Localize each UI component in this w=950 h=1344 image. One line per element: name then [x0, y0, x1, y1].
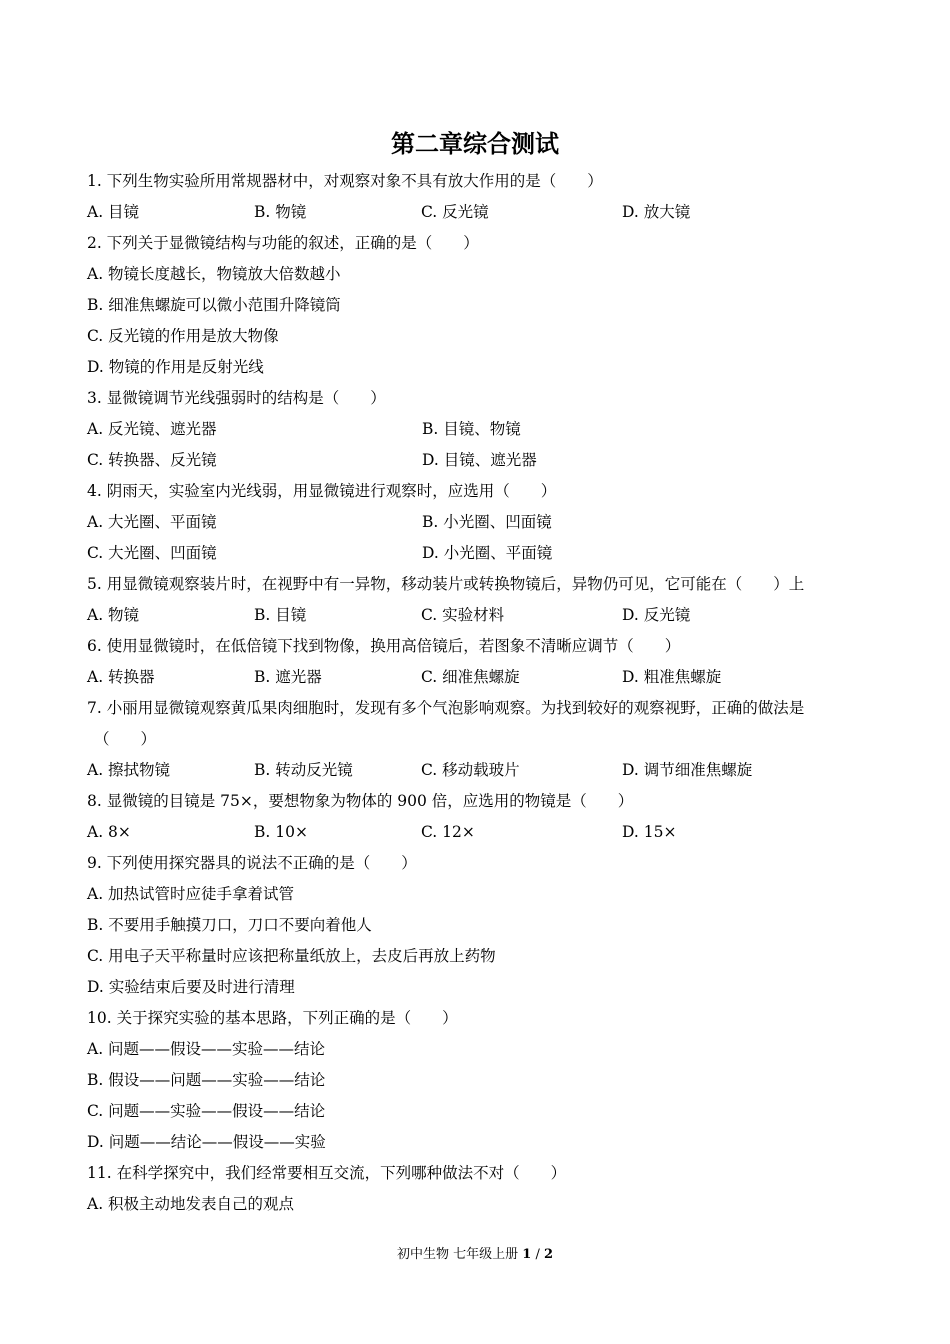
question-8 [87, 786, 877, 817]
question-stem: 1. 下列生物实验所用常规器材中，对观察对象不具有放大作用的是（ ） [87, 172, 603, 190]
question-7 [87, 693, 877, 724]
question-7-options [87, 755, 877, 786]
question-3 [87, 383, 877, 414]
question-stem: 2. 下列关于显微镜结构与功能的叙述，正确的是（ ） [87, 234, 479, 252]
question-3-options-row2 [87, 445, 877, 476]
option-b: B. 目镜、物镜 [422, 420, 521, 438]
option-b: B. 10× [254, 823, 308, 841]
footer-label: 初中生物 七年级上册 [396, 1247, 519, 1262]
option-b: B. 小光圈、凹面镜 [422, 513, 552, 531]
question-stem-continuation: （ ） [94, 730, 157, 748]
question-stem: 10. 关于探究实验的基本思路，下列正确的是（ ） [87, 1009, 458, 1027]
question-5-options [87, 600, 877, 631]
option-d: D. 15× [622, 823, 677, 841]
question-10 [87, 1003, 877, 1034]
option-d: D. 反光镜 [622, 606, 691, 624]
question-stem: 3. 显微镜调节光线强弱时的结构是（ ） [87, 389, 386, 407]
page-number: 1 [522, 1247, 532, 1262]
question-8-options [87, 817, 877, 848]
option-d: D. 物镜的作用是反射光线 [87, 358, 264, 376]
option-c: C. 反光镜 [421, 203, 489, 221]
option-a: A. 积极主动地发表自己的观点 [87, 1195, 295, 1213]
question-6 [87, 631, 877, 662]
option-a: A. 物镜长度越长，物镜放大倍数越小 [87, 265, 341, 283]
option-c: C. 转换器、反光镜 [87, 451, 217, 469]
question-stem: 11. 在科学探究中，我们经常要相互交流，下列哪种做法不对（ ） [87, 1164, 567, 1182]
option-c: C. 反光镜的作用是放大物像 [87, 327, 279, 345]
question-4-options-row2 [87, 538, 877, 569]
option-c: C. 移动载玻片 [421, 761, 520, 779]
question-4-options-row1 [87, 507, 877, 538]
option-b: B. 目镜 [254, 606, 307, 624]
option-b: B. 细准焦螺旋可以微小范围升降镜筒 [87, 296, 341, 314]
option-c: C. 细准焦螺旋 [421, 668, 520, 686]
question-1-options [87, 197, 877, 228]
option-b: B. 不要用手触摸刀口，刀口不要向着他人 [87, 916, 372, 934]
question-stem: 7. 小丽用显微镜观察黄瓜果肉细胞时，发现有多个气泡影响观察。为找到较好的观察视野，正确的做法是 [87, 699, 805, 717]
page-total: 2 [543, 1247, 554, 1262]
option-c: C. 问题——实验——假设——结论 [87, 1102, 326, 1120]
question-5 [87, 569, 877, 600]
question-1 [87, 166, 877, 197]
option-a: A. 物镜 [87, 606, 140, 624]
option-c: C. 用电子天平称量时应该把称量纸放上，去皮后再放上药物 [87, 947, 496, 965]
option-b: B. 遮光器 [254, 668, 322, 686]
option-a: A. 擦拭物镜 [87, 761, 171, 779]
option-d: D. 目镜、遮光器 [422, 451, 537, 469]
page-title: 第二章综合测试 [391, 130, 559, 158]
option-a: A. 目镜 [87, 203, 140, 221]
question-6-options [87, 662, 877, 693]
option-b: B. 物镜 [254, 203, 307, 221]
question-3-options-row1 [87, 414, 877, 445]
page-separator: / [531, 1247, 544, 1262]
question-11 [87, 1158, 877, 1189]
option-d: D. 放大镜 [622, 203, 691, 221]
option-d: D. 粗准焦螺旋 [622, 668, 722, 686]
option-d: D. 调节细准焦螺旋 [622, 761, 753, 779]
option-a: A. 问题——假设——实验——结论 [87, 1040, 326, 1058]
option-c: C. 12× [421, 823, 475, 841]
option-b: B. 转动反光镜 [254, 761, 353, 779]
question-stem: 8. 显微镜的目镜是 75×，要想物象为物体的 900 倍，应选用的物镜是（ ） [87, 792, 634, 810]
question-list [87, 166, 877, 1220]
option-c: C. 大光圈、凹面镜 [87, 544, 217, 562]
question-stem: 5. 用显微镜观察装片时，在视野中有一异物，移动装片或转换物镜后，异物仍可见，它可能在（ ）上 [87, 575, 805, 593]
option-b: B. 假设——问题——实验——结论 [87, 1071, 326, 1089]
option-d: D. 实验结束后要及时进行清理 [87, 978, 295, 996]
question-9 [87, 848, 877, 879]
option-a: A. 8× [87, 823, 131, 841]
option-a: A. 加热试管时应徒手拿着试管 [87, 885, 295, 903]
question-stem: 4. 阴雨天，实验室内光线弱，用显微镜进行观察时，应选用（ ） [87, 482, 557, 500]
option-a: A. 转换器 [87, 668, 155, 686]
option-a: A. 大光圈、平面镜 [87, 513, 217, 531]
question-2 [87, 228, 877, 259]
page-footer [0, 1243, 950, 1262]
question-stem: 9. 下列使用探究器具的说法不正确的是（ ） [87, 854, 417, 872]
question-stem: 6. 使用显微镜时，在低倍镜下找到物像，换用高倍镜后，若图象不清晰应调节（ ） [87, 637, 681, 655]
option-a: A. 反光镜、遮光器 [87, 420, 217, 438]
option-c: C. 实验材料 [421, 606, 505, 624]
option-d: D. 小光圈、平面镜 [422, 544, 553, 562]
question-4 [87, 476, 877, 507]
option-d: D. 问题——结论——假设——实验 [87, 1133, 326, 1151]
